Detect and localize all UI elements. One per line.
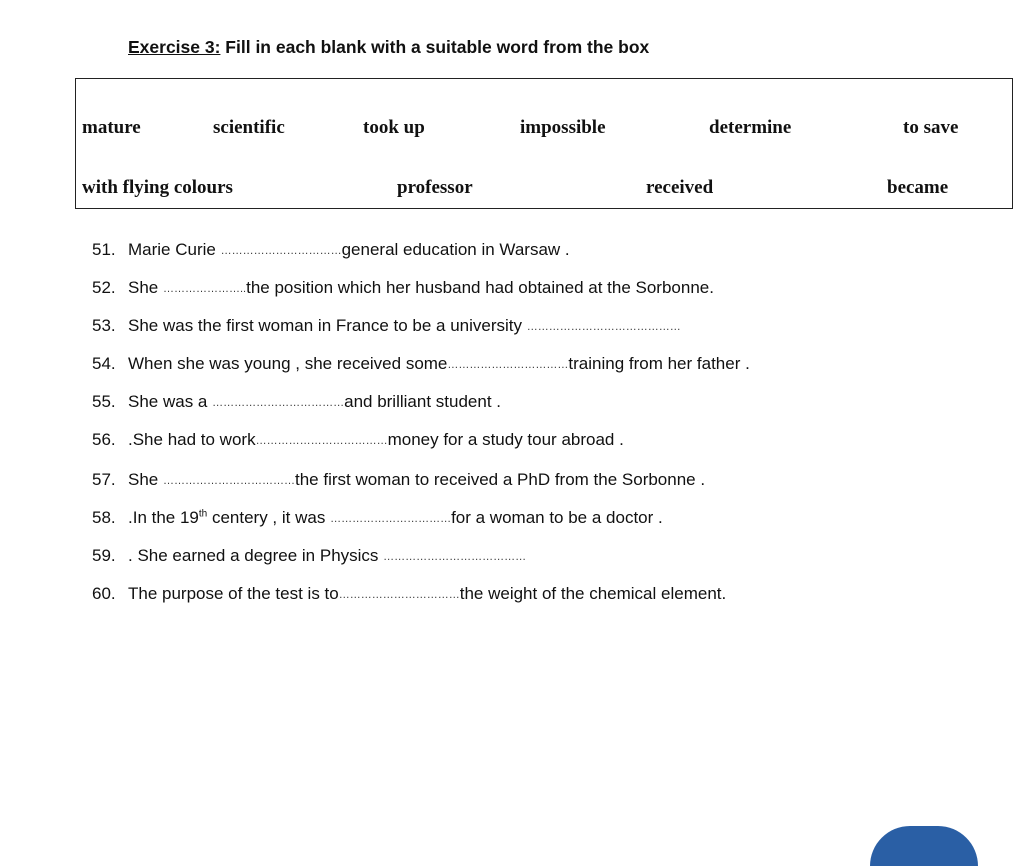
word-scientific: scientific <box>213 117 285 138</box>
answer-blank[interactable]: …………………………… <box>447 359 569 371</box>
answer-blank[interactable]: …………………………… <box>220 245 342 257</box>
exercise-label: Exercise 3: <box>128 37 221 57</box>
question-56 <box>92 430 624 450</box>
question-number: 60. <box>92 584 116 603</box>
question-51 <box>92 240 570 260</box>
answer-blank[interactable]: …………………………… <box>330 513 452 525</box>
answer-blank[interactable]: ………………………………… <box>383 551 527 563</box>
question-text-after: for a woman to be a doctor . <box>451 508 663 527</box>
word-impossible: impossible <box>520 117 606 138</box>
superscript: th <box>198 508 208 520</box>
question-text: She was the first woman in France to be a university <box>128 316 527 335</box>
word-received: received <box>646 177 714 198</box>
question-number: 55. <box>92 392 116 411</box>
question-57 <box>92 470 705 490</box>
word-professor: professor <box>397 177 473 198</box>
word-box <box>75 78 1013 209</box>
question-number: 58. <box>92 508 116 527</box>
answer-blank[interactable]: ……………………………… <box>162 475 295 487</box>
word-to-save: to save <box>903 117 959 138</box>
word-with-flying-colours: with flying colours <box>82 177 233 198</box>
question-text-after: the weight of the chemical element. <box>459 584 727 603</box>
question-text: She <box>128 470 163 489</box>
question-58 <box>92 508 663 528</box>
question-59 <box>92 546 526 566</box>
question-54 <box>92 354 750 374</box>
question-number: 59. <box>92 546 116 565</box>
exercise-instruction: Fill in each blank with a suitable word from the box <box>220 37 650 57</box>
answer-blank[interactable]: …………………………… <box>338 589 460 601</box>
question-text: .In the 19 <box>128 508 199 527</box>
question-text-after: the position which her husband had obtained at the Sorbonne. <box>246 278 714 297</box>
word-took-up: took up <box>363 117 425 138</box>
question-text-after: money for a study tour abroad . <box>387 430 624 449</box>
answer-blank[interactable]: ……………………………… <box>212 397 345 409</box>
question-number: 52. <box>92 278 116 297</box>
answer-blank[interactable]: ……………………………… <box>255 435 388 447</box>
question-number: 57. <box>92 470 116 489</box>
exercise-heading <box>128 37 649 58</box>
question-text-after: and brilliant student . <box>344 392 501 411</box>
question-number: 51. <box>92 240 116 259</box>
question-text-mid: centery , it was <box>207 508 331 527</box>
word-became: became <box>887 177 949 198</box>
question-number: 54. <box>92 354 116 373</box>
question-number: 56. <box>92 430 116 449</box>
question-text: .She had to work <box>128 430 256 449</box>
question-text: The purpose of the test is to <box>128 584 339 603</box>
question-text: She <box>128 278 163 297</box>
question-60 <box>92 584 726 604</box>
question-55 <box>92 392 501 412</box>
word-mature: mature <box>82 117 141 138</box>
question-text-after: training from her father . <box>568 354 750 373</box>
question-text: . She earned a degree in Physics <box>128 546 384 565</box>
question-text: When she was young , she received some <box>128 354 448 373</box>
question-53 <box>92 316 681 336</box>
question-text-after: general education in Warsaw . <box>341 240 570 259</box>
question-text: She was a <box>128 392 213 411</box>
blue-corner-shape <box>870 826 978 866</box>
question-52 <box>92 278 714 298</box>
word-determine: determine <box>709 117 792 138</box>
answer-blank[interactable]: …………………………………… <box>526 321 681 333</box>
answer-blank[interactable]: ………………….. <box>162 283 247 295</box>
question-number: 53. <box>92 316 116 335</box>
question-text-after: the first woman to received a PhD from the Sorbonne . <box>294 470 706 489</box>
question-text: Marie Curie <box>128 240 221 259</box>
